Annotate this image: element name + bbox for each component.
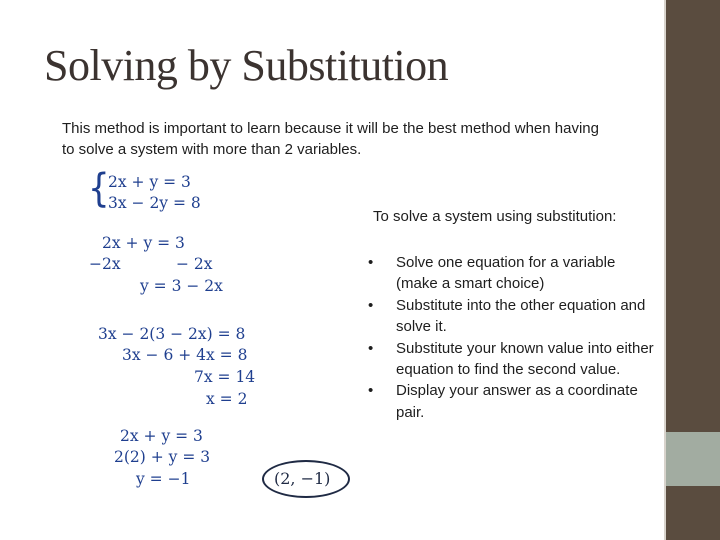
steps-heading: To solve a system using substitution: <box>373 208 617 225</box>
system-brace: { <box>88 166 110 212</box>
bullet-icon: • <box>368 296 374 314</box>
step1-line-2-right: − 2x <box>176 255 213 273</box>
steps-list-item-text: Substitute your known value into either equation to find the second value. <box>396 339 654 379</box>
system-equation-2: 3x − 2y = 8 <box>108 194 201 212</box>
intro-text: This method is important to learn because it will be the best method when having to solve a system with more than 2 variables. <box>62 120 599 158</box>
steps-list-item-text: Display your answer as a coordinate pair. <box>396 382 638 421</box>
slide-title: Solving by Substitution <box>44 41 449 90</box>
answer-coordinate: (2, −1) <box>274 469 331 488</box>
steps-list-item-text: Solve one equation for a variable (make a smart choice) <box>396 254 616 293</box>
steps-list-item <box>366 252 656 295</box>
steps-list-item-text: Substitute into the other equation and solve it. <box>396 296 646 336</box>
steps-list <box>366 252 656 423</box>
step2-line-1: 3x − 2(3 − 2x) = 8 <box>98 325 246 343</box>
bullet-icon: • <box>368 339 374 357</box>
step1-line-2-left: −2x <box>89 255 121 273</box>
step3-line-2: 2(2) + y = 3 <box>114 448 211 466</box>
side-accent-block <box>666 432 720 486</box>
step1-line-3: y = 3 − 2x <box>140 277 223 295</box>
step2-line-4: x = 2 <box>206 390 248 408</box>
steps-list-item <box>366 338 656 381</box>
steps-list-item <box>366 295 656 338</box>
step3-line-1: 2x + y = 3 <box>120 427 203 445</box>
step1-line-1: 2x + y = 3 <box>102 234 185 252</box>
bullet-icon: • <box>368 382 374 400</box>
step3-line-3: y = −1 <box>136 470 191 488</box>
bullet-icon: • <box>368 254 374 271</box>
step2-line-3: 7x = 14 <box>194 368 256 386</box>
steps-list-item <box>366 380 656 423</box>
system-equation-1: 2x + y = 3 <box>108 173 191 191</box>
step2-line-2: 3x − 6 + 4x = 8 <box>122 346 248 364</box>
